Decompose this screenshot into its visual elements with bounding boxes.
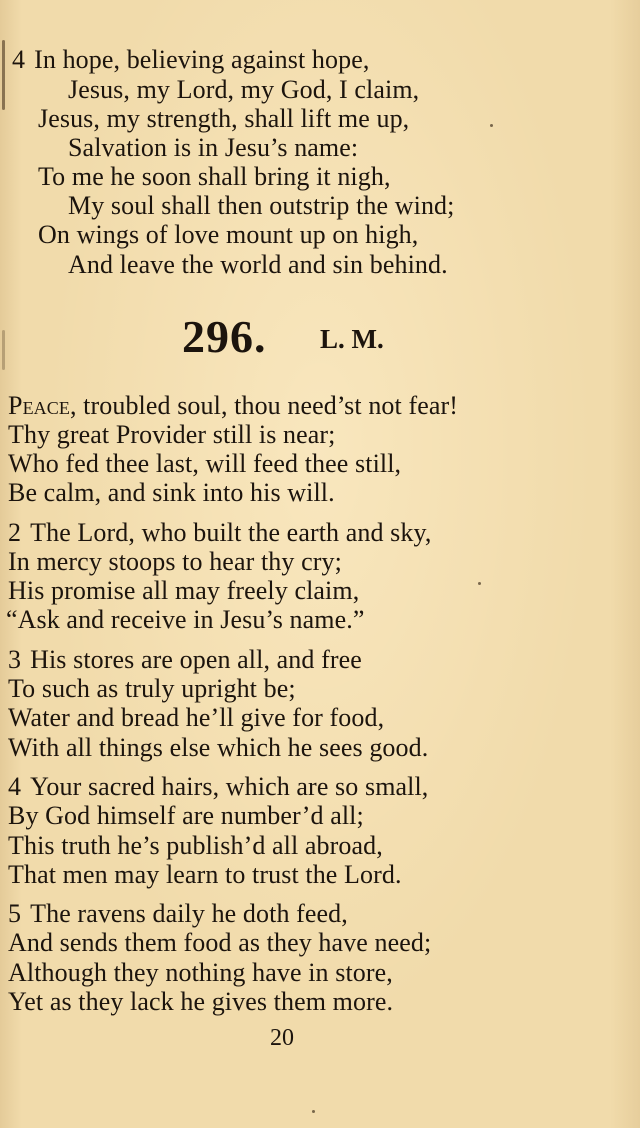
first-word-rest: eace xyxy=(22,391,70,420)
verse-line: Salvation is in Jesu’s name: xyxy=(68,133,359,162)
verse-line xyxy=(8,391,458,420)
verse-text: The Lord, who built the earth and sky, xyxy=(30,518,432,547)
print-speck xyxy=(312,1110,315,1113)
verse-line xyxy=(12,45,369,74)
verse-line: To me he soon shall bring it nigh, xyxy=(38,162,391,191)
verse-line: That men may learn to trust the Lord. xyxy=(8,860,402,889)
verse-line: Although they nothing have in store, xyxy=(8,958,393,987)
verse-line: Yet as they lack he gives them more. xyxy=(8,987,394,1016)
first-word-initial: P xyxy=(8,391,23,420)
stanza-number: 3 xyxy=(8,645,22,674)
verse-line: Thy great Provider still is near; xyxy=(8,420,336,449)
hymn-number: 296. xyxy=(182,311,267,362)
verse-line: Jesus, my strength, shall lift me up, xyxy=(38,104,410,133)
verse-line: His promise all may freely claim, xyxy=(8,576,360,605)
print-speck xyxy=(478,582,481,585)
verse-line xyxy=(8,899,348,928)
verse-line xyxy=(8,518,432,547)
verse-line: “Ask and receive in Jesu’s name.” xyxy=(6,605,365,634)
page-number: 20 xyxy=(270,1025,294,1051)
verse-text: His stores are open all, and free xyxy=(30,645,362,674)
stanza-number: 5 xyxy=(8,899,22,928)
print-speck xyxy=(490,124,493,127)
binding-mark xyxy=(2,40,5,110)
verse-line: Water and bread he’ll give for food, xyxy=(8,703,385,732)
verse-line: In mercy stoops to hear thy cry; xyxy=(8,547,342,576)
verse-line: On wings of love mount up on high, xyxy=(38,220,419,249)
verse-line: To such as truly upright be; xyxy=(8,674,296,703)
verse-line: Who fed thee last, will feed thee still, xyxy=(8,449,402,478)
hymn-meter: L. M. xyxy=(320,324,384,354)
verse-text: In hope, believing against hope, xyxy=(34,45,370,74)
verse-line: And sends them food as they have need; xyxy=(8,928,432,957)
verse-text: The ravens daily he doth feed, xyxy=(30,899,348,928)
verse-text: , troubled soul, thou need’st not fear! xyxy=(69,391,459,420)
verse-line: And leave the world and sin behind. xyxy=(68,250,448,279)
hymn-heading xyxy=(182,310,442,370)
verse-line: My soul shall then outstrip the wind; xyxy=(68,191,455,220)
verse-text: Your sacred hairs, which are so small, xyxy=(30,772,429,801)
verse-line xyxy=(8,772,428,801)
verse-line: By God himself are number’d all; xyxy=(8,801,364,830)
verse-line: Be calm, and sink into his will. xyxy=(8,478,335,507)
stanza-number: 4 xyxy=(8,772,22,801)
verse-line: With all things else which he sees good. xyxy=(8,733,429,762)
stanza-number: 4 xyxy=(12,45,26,74)
verse-line: This truth he’s publish’d all abroad, xyxy=(8,831,383,860)
verse-line: Jesus, my Lord, my God, I claim, xyxy=(68,75,420,104)
verse-line xyxy=(8,645,362,674)
binding-mark xyxy=(2,330,5,370)
stanza-number: 2 xyxy=(8,518,22,547)
